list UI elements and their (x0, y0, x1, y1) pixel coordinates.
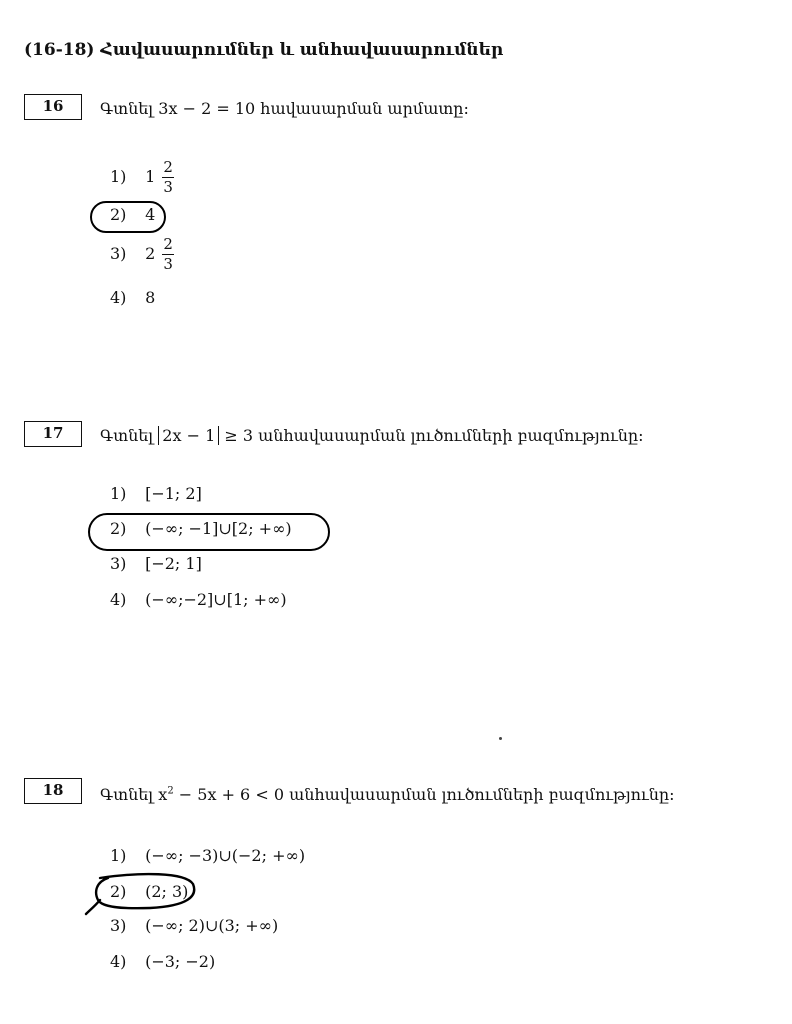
option-fraction (162, 160, 174, 195)
option-number: 4) (110, 590, 127, 609)
option-value: (−∞; −3)∪(−2; +∞) (145, 846, 306, 865)
prompt-inequality-tail: ≥ 3 (224, 426, 254, 445)
option-number: 3) (110, 244, 127, 263)
option-value: 4 (145, 205, 156, 224)
option-value: (−3; −2) (145, 952, 216, 971)
question-number-box (24, 421, 82, 447)
option-number: 2) (110, 882, 127, 901)
question-number: 16 (42, 97, 64, 115)
option-value: (−∞; 2)∪(3; +∞) (145, 916, 279, 935)
prompt-prefix: Գտնել (100, 785, 154, 804)
option-value: (−∞; −1]∪[2; +∞) (145, 519, 292, 538)
answer-option[interactable] (110, 846, 305, 865)
option-number: 2) (110, 519, 127, 538)
prompt-math-exponent: 2 (167, 785, 174, 797)
option-whole: 1 (145, 167, 156, 186)
option-number: 1) (110, 846, 127, 865)
option-value: (2; 3) (145, 882, 189, 901)
option-value: [−1; 2] (145, 484, 202, 503)
option-number: 3) (110, 554, 127, 573)
prompt-suffix: անհավասարման լուծումների բազմությունը: (258, 426, 644, 445)
answer-option[interactable] (110, 882, 188, 901)
option-value: [−2; 1] (145, 554, 202, 573)
option-number: 1) (110, 484, 127, 503)
fraction-denominator: 3 (163, 255, 173, 273)
option-number: 3) (110, 916, 127, 935)
question-number-box (24, 94, 82, 120)
fraction-numerator: 2 (163, 235, 173, 253)
prompt-math-base: x (158, 785, 168, 804)
question-number: 17 (42, 424, 64, 442)
question-number: 18 (42, 781, 64, 799)
answer-option[interactable] (110, 590, 287, 609)
prompt-prefix: Գտնել (100, 99, 154, 118)
answer-option[interactable] (110, 554, 202, 573)
prompt-equation: 3x − 2 = 10 (158, 99, 256, 118)
answer-option[interactable] (110, 952, 215, 971)
prompt-absolute-value: 2x − 1 (158, 426, 219, 445)
prompt-suffix: անհավասարման լուծումների բազմությունը: (289, 785, 675, 804)
option-number: 4) (110, 952, 127, 971)
option-value: (−∞;−2]∪[1; +∞) (145, 590, 287, 609)
answer-option[interactable] (110, 916, 278, 935)
answer-option[interactable] (110, 237, 174, 272)
stray-dot (499, 737, 502, 740)
fraction-denominator: 3 (163, 178, 173, 196)
answer-option[interactable] (110, 484, 202, 503)
option-value: 8 (145, 288, 156, 307)
prompt-suffix: հավասարման արմատը: (260, 99, 469, 118)
prompt-prefix: Գտնել (100, 426, 154, 445)
answer-option[interactable] (110, 519, 292, 538)
option-whole: 2 (145, 244, 156, 263)
option-fraction (162, 237, 174, 272)
option-number: 1) (110, 167, 127, 186)
question-prompt (100, 426, 644, 445)
option-number: 4) (110, 288, 127, 307)
question-number-box (24, 778, 82, 804)
prompt-math-rest: − 5x + 6 < 0 (178, 785, 284, 804)
fraction-numerator: 2 (163, 158, 173, 176)
option-number: 2) (110, 205, 127, 224)
answer-option[interactable] (110, 205, 155, 224)
answer-option[interactable] (110, 160, 174, 195)
question-prompt (100, 785, 675, 804)
question-prompt (100, 99, 469, 118)
section-title: (16-18) Հավասարումներ և անհավասարումներ (24, 40, 504, 60)
answer-option[interactable] (110, 288, 155, 307)
